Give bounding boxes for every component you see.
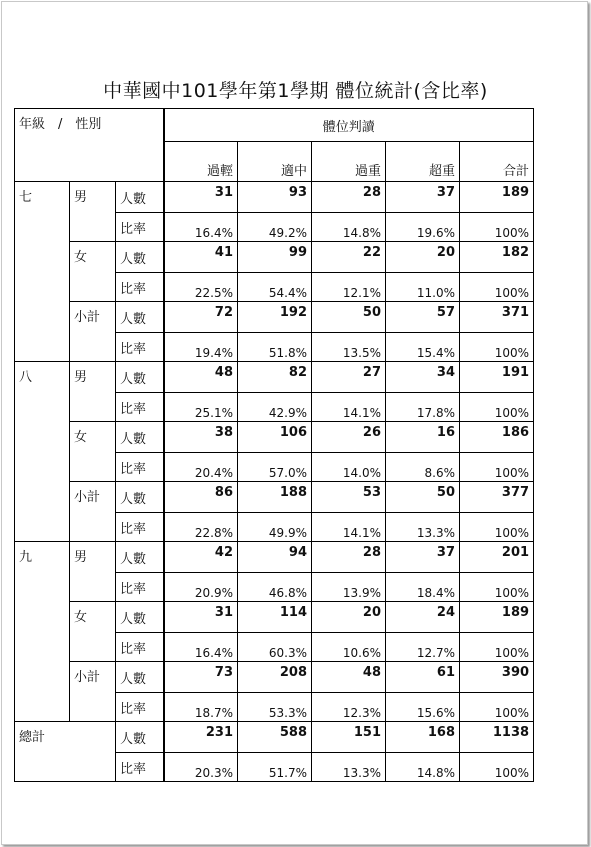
count-label: 人數 (116, 362, 164, 393)
count-cell: 20 (386, 242, 460, 273)
count-cell: 390 (460, 662, 534, 693)
ratio-cell: 100% (460, 213, 534, 242)
ratio-cell: 51.8% (238, 333, 312, 362)
count-cell: 192 (238, 302, 312, 333)
gender-label: 女 (70, 602, 116, 662)
count-cell: 53 (312, 482, 386, 513)
ratio-cell: 13.3% (312, 753, 386, 782)
ratio-cell: 14.8% (386, 753, 460, 782)
ratio-cell: 25.1% (164, 393, 238, 422)
count-cell: 48 (164, 362, 238, 393)
count-cell: 42 (164, 542, 238, 573)
ratio-label: 比率 (116, 753, 164, 782)
ratio-cell: 46.8% (238, 573, 312, 602)
count-cell: 208 (238, 662, 312, 693)
count-cell: 93 (238, 182, 312, 213)
count-cell: 28 (312, 542, 386, 573)
table-row (15, 482, 534, 513)
ratio-cell: 20.9% (164, 573, 238, 602)
count-cell: 99 (238, 242, 312, 273)
ratio-cell: 60.3% (238, 633, 312, 662)
ratio-cell: 13.3% (386, 513, 460, 542)
ratio-cell: 49.9% (238, 513, 312, 542)
table-row (15, 722, 534, 753)
ratio-cell: 49.2% (238, 213, 312, 242)
count-cell: 189 (460, 602, 534, 633)
ratio-cell: 100% (460, 333, 534, 362)
grade-gender-header: 年級 / 性別 (15, 109, 164, 182)
ratio-label: 比率 (116, 633, 164, 662)
count-cell: 371 (460, 302, 534, 333)
total-label: 總計 (15, 722, 116, 782)
count-cell: 72 (164, 302, 238, 333)
count-label: 人數 (116, 422, 164, 453)
ratio-cell: 17.8% (386, 393, 460, 422)
grade-label: 九 (15, 542, 70, 722)
ratio-cell: 53.3% (238, 693, 312, 722)
ratio-cell: 100% (460, 633, 534, 662)
count-cell: 189 (460, 182, 534, 213)
ratio-cell: 22.8% (164, 513, 238, 542)
ratio-cell: 16.4% (164, 213, 238, 242)
count-label: 人數 (116, 662, 164, 693)
ratio-cell: 100% (460, 513, 534, 542)
column-header: 過重 (312, 142, 386, 182)
count-cell: 20 (312, 602, 386, 633)
count-cell: 588 (238, 722, 312, 753)
count-cell: 61 (386, 662, 460, 693)
count-label: 人數 (116, 242, 164, 273)
ratio-cell: 19.4% (164, 333, 238, 362)
ratio-cell: 100% (460, 753, 534, 782)
count-cell: 34 (386, 362, 460, 393)
count-cell: 151 (312, 722, 386, 753)
ratio-label: 比率 (116, 573, 164, 602)
ratio-cell: 20.3% (164, 753, 238, 782)
ratio-cell: 22.5% (164, 273, 238, 302)
ratio-label: 比率 (116, 693, 164, 722)
count-cell: 106 (238, 422, 312, 453)
gender-label: 男 (70, 362, 116, 422)
ratio-cell: 100% (460, 573, 534, 602)
gender-label: 女 (70, 242, 116, 302)
ratio-label: 比率 (116, 333, 164, 362)
table-row (15, 662, 534, 693)
count-cell: 82 (238, 362, 312, 393)
count-cell: 57 (386, 302, 460, 333)
count-cell: 86 (164, 482, 238, 513)
count-cell: 191 (460, 362, 534, 393)
count-cell: 16 (386, 422, 460, 453)
count-cell: 73 (164, 662, 238, 693)
gender-label: 小計 (70, 302, 116, 362)
count-cell: 50 (312, 302, 386, 333)
ratio-cell: 12.1% (312, 273, 386, 302)
count-cell: 31 (164, 602, 238, 633)
count-cell: 114 (238, 602, 312, 633)
count-cell: 168 (386, 722, 460, 753)
count-cell: 231 (164, 722, 238, 753)
count-cell: 182 (460, 242, 534, 273)
column-header: 超重 (386, 142, 460, 182)
ratio-label: 比率 (116, 393, 164, 422)
count-cell: 94 (238, 542, 312, 573)
ratio-cell: 100% (460, 693, 534, 722)
gender-label: 男 (70, 182, 116, 242)
table-row (15, 302, 534, 333)
count-cell: 37 (386, 542, 460, 573)
grade-label: 七 (15, 182, 70, 362)
count-cell: 188 (238, 482, 312, 513)
ratio-cell: 42.9% (238, 393, 312, 422)
ratio-cell: 15.6% (386, 693, 460, 722)
count-cell: 26 (312, 422, 386, 453)
gender-label: 小計 (70, 662, 116, 722)
count-label: 人數 (116, 722, 164, 753)
ratio-label: 比率 (116, 453, 164, 482)
ratio-cell: 14.1% (312, 513, 386, 542)
count-label: 人數 (116, 602, 164, 633)
ratio-cell: 11.0% (386, 273, 460, 302)
count-cell: 27 (312, 362, 386, 393)
ratio-cell: 12.3% (312, 693, 386, 722)
table-row (15, 362, 534, 393)
gender-label: 小計 (70, 482, 116, 542)
count-cell: 38 (164, 422, 238, 453)
stats-table (14, 108, 534, 782)
ratio-cell: 100% (460, 453, 534, 482)
ratio-cell: 13.9% (312, 573, 386, 602)
ratio-cell: 51.7% (238, 753, 312, 782)
count-cell: 37 (386, 182, 460, 213)
count-cell: 1138 (460, 722, 534, 753)
count-cell: 50 (386, 482, 460, 513)
count-cell: 41 (164, 242, 238, 273)
ratio-cell: 8.6% (386, 453, 460, 482)
count-cell: 31 (164, 182, 238, 213)
ratio-label: 比率 (116, 513, 164, 542)
ratio-cell: 54.4% (238, 273, 312, 302)
ratio-cell: 100% (460, 393, 534, 422)
gender-label: 男 (70, 542, 116, 602)
ratio-cell: 14.1% (312, 393, 386, 422)
table-row (15, 422, 534, 453)
count-label: 人數 (116, 182, 164, 213)
ratio-cell: 16.4% (164, 633, 238, 662)
count-cell: 22 (312, 242, 386, 273)
ratio-cell: 20.4% (164, 453, 238, 482)
count-cell: 377 (460, 482, 534, 513)
ratio-cell: 18.7% (164, 693, 238, 722)
ratio-cell: 12.7% (386, 633, 460, 662)
table-row (15, 542, 534, 573)
ratio-label: 比率 (116, 273, 164, 302)
page-title: 中華國中101學年第1學期 體位統計(含比率) (103, 80, 488, 102)
count-label: 人數 (116, 482, 164, 513)
column-header: 適中 (238, 142, 312, 182)
ratio-cell: 14.0% (312, 453, 386, 482)
count-cell: 24 (386, 602, 460, 633)
count-cell: 201 (460, 542, 534, 573)
count-cell: 28 (312, 182, 386, 213)
count-cell: 186 (460, 422, 534, 453)
ratio-cell: 13.5% (312, 333, 386, 362)
ratio-cell: 14.8% (312, 213, 386, 242)
table-row (15, 182, 534, 213)
category-group-header: 體位判讀 (164, 109, 534, 142)
count-label: 人數 (116, 302, 164, 333)
count-label: 人數 (116, 542, 164, 573)
ratio-cell: 19.6% (386, 213, 460, 242)
table-row (15, 602, 534, 633)
gender-label: 女 (70, 422, 116, 482)
ratio-cell: 100% (460, 273, 534, 302)
ratio-cell: 18.4% (386, 573, 460, 602)
column-header: 合計 (460, 142, 534, 182)
ratio-cell: 10.6% (312, 633, 386, 662)
ratio-label: 比率 (116, 213, 164, 242)
ratio-cell: 15.4% (386, 333, 460, 362)
count-cell: 48 (312, 662, 386, 693)
table-row (15, 242, 534, 273)
grade-label: 八 (15, 362, 70, 542)
column-header: 過輕 (164, 142, 238, 182)
ratio-cell: 57.0% (238, 453, 312, 482)
